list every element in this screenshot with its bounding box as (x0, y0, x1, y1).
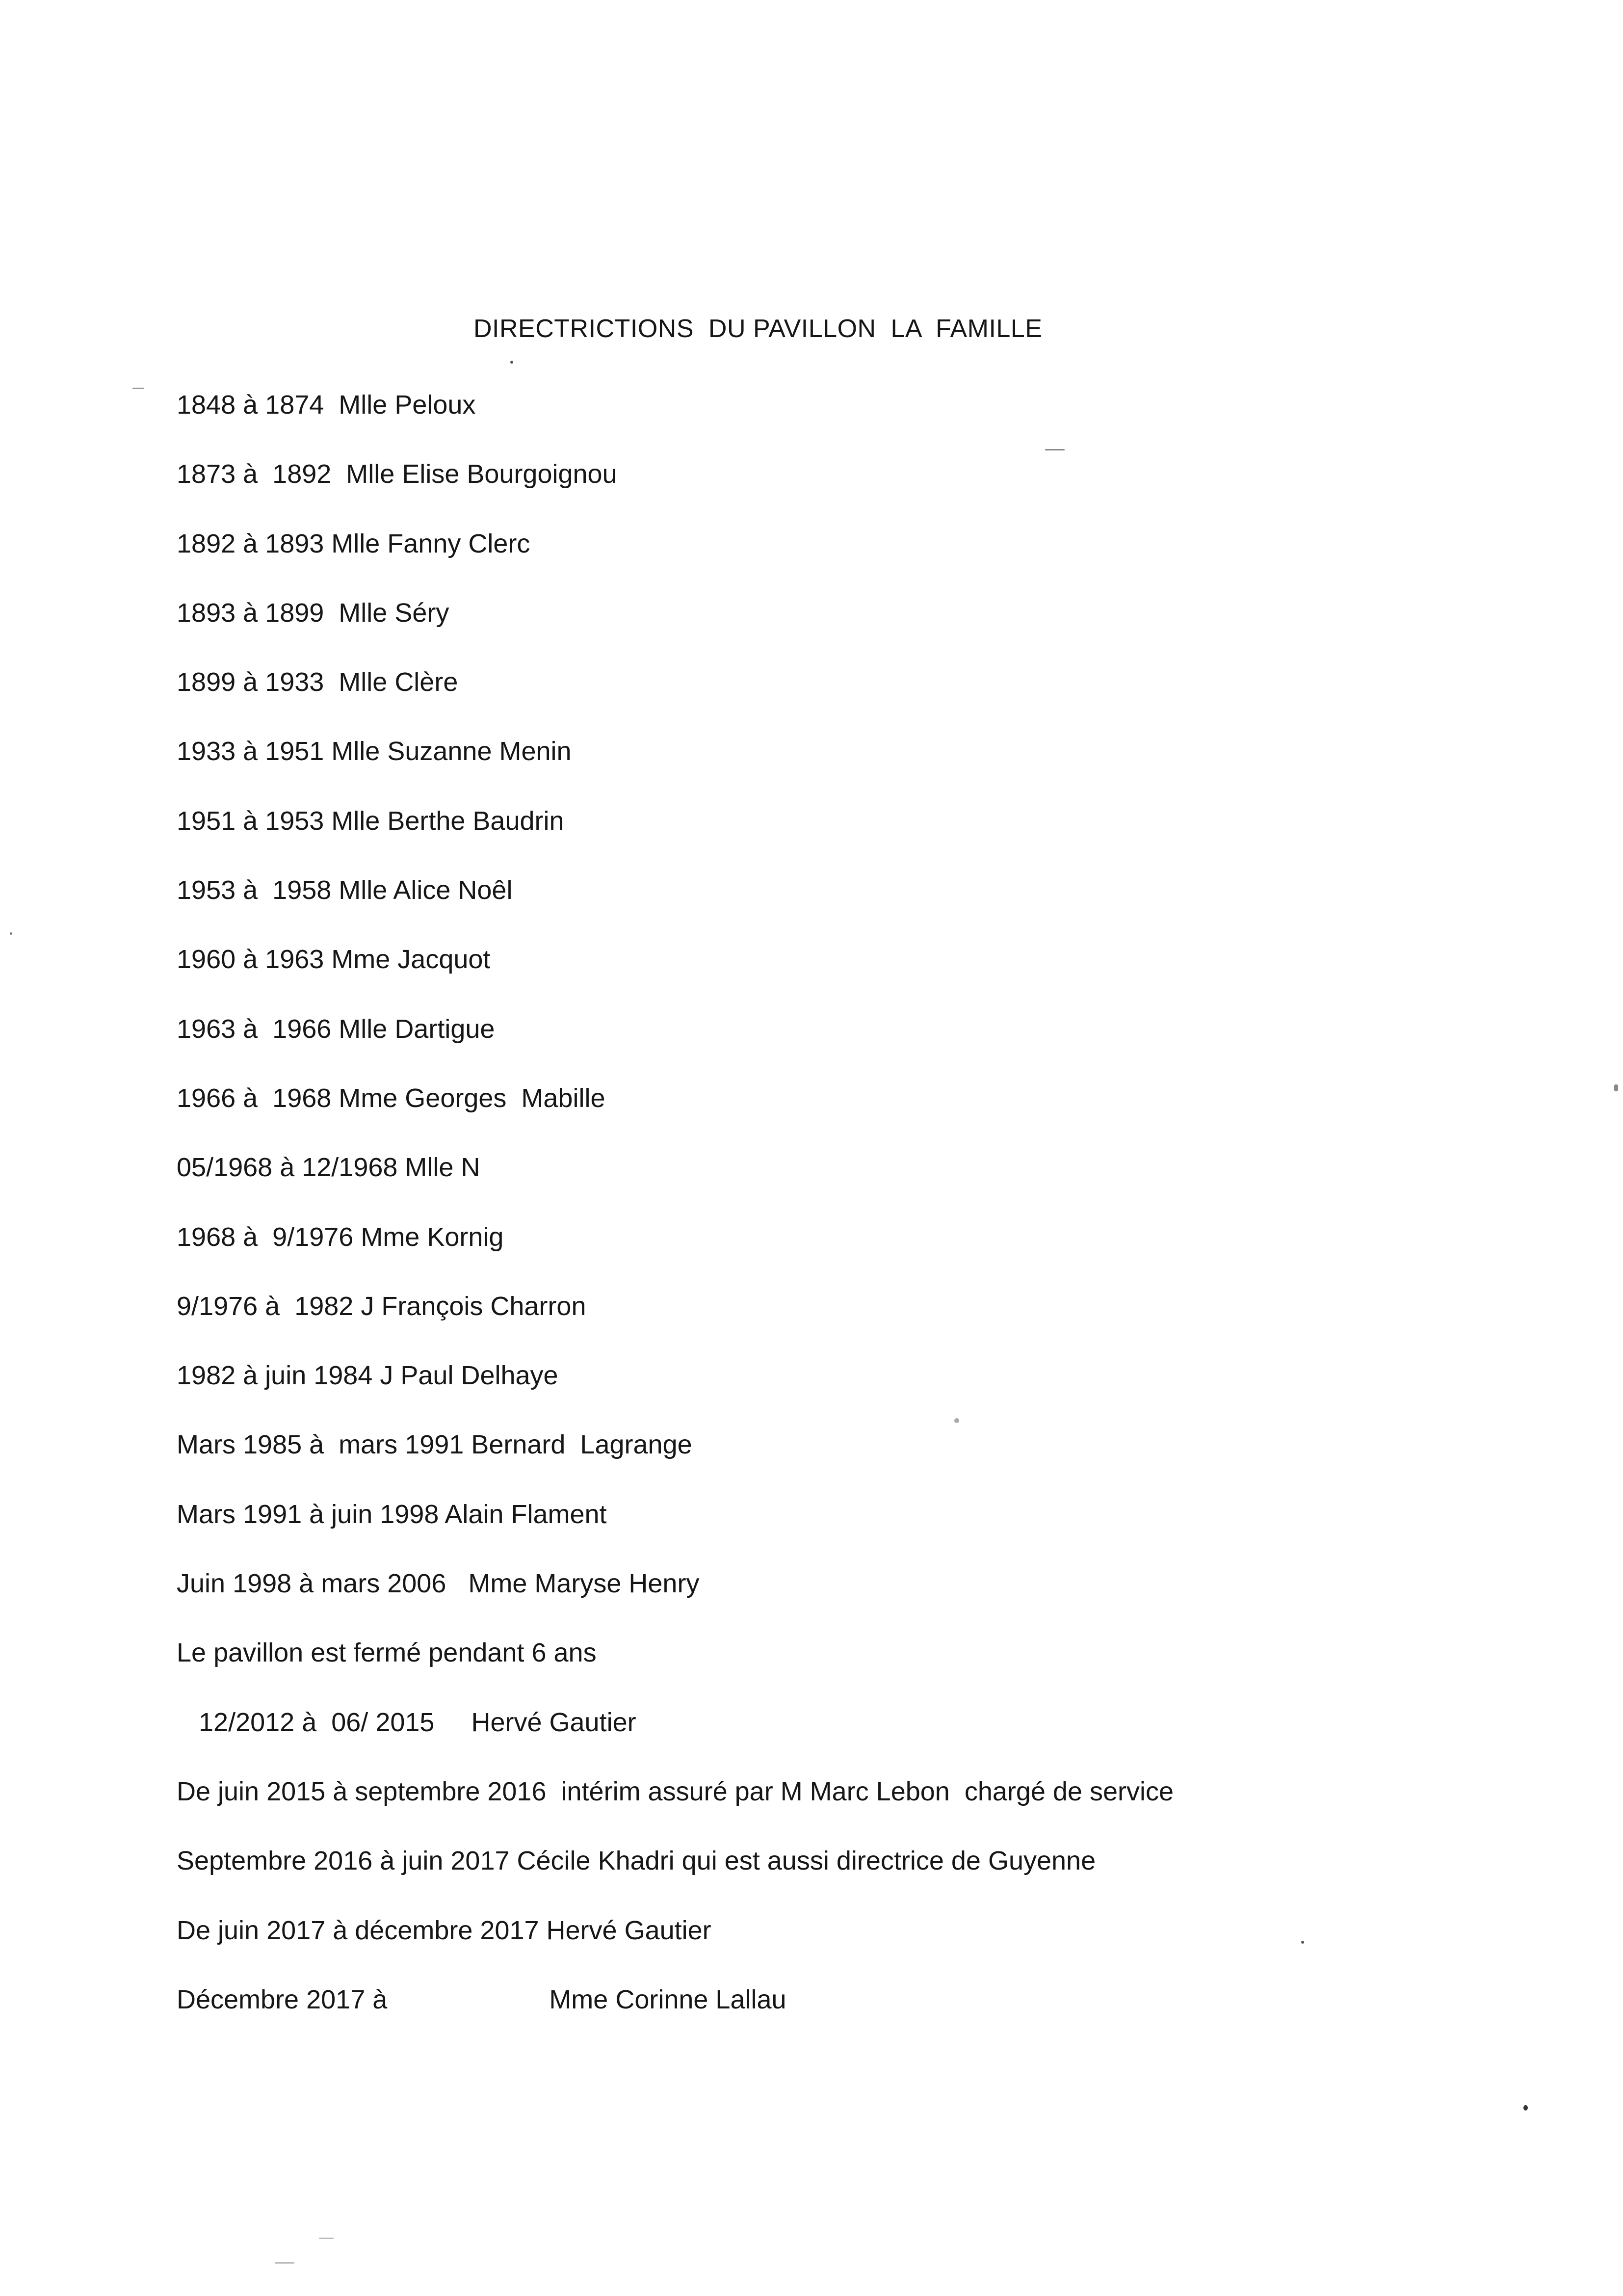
list-item: Juin 1998 à mars 2006 Mme Maryse Henry (177, 1569, 700, 1599)
scan-speck (1614, 1084, 1618, 1091)
list-item: 1982 à juin 1984 J Paul Delhaye (177, 1361, 558, 1391)
list-item: Septembre 2016 à juin 2017 Cécile Khadri qui est aussi directrice de Guyenne (177, 1846, 1096, 1876)
list-item: 1960 à 1963 Mme Jacquot (177, 945, 491, 975)
list-item: Mars 1991 à juin 1998 Alain Flament (177, 1499, 607, 1529)
list-item: 12/2012 à 06/ 2015 Hervé Gautier (177, 1707, 636, 1737)
list-item: 1848 à 1874 Mlle Peloux (177, 390, 476, 420)
scan-speck (1045, 449, 1065, 450)
list-item: Décembre 2017 à Mme Corinne Lallau (177, 1984, 786, 2014)
scan-speck (275, 2262, 294, 2264)
scan-speck (132, 388, 144, 389)
list-item: De juin 2015 à septembre 2016 intérim assuré par M Marc Lebon chargé de service (177, 1776, 1174, 1806)
directors-list (177, 388, 1174, 2052)
scan-speck (1301, 1941, 1304, 1944)
list-item: 1968 à 9/1976 Mme Kornig (177, 1222, 504, 1252)
document-title: DIRECTRICTIONS DU PAVILLON LA FAMILLE (473, 315, 1043, 343)
list-item: 1953 à 1958 Mlle Alice Noêl (177, 875, 513, 905)
scan-speck (1523, 2105, 1528, 2111)
list-item: 1893 à 1899 Mlle Séry (177, 598, 449, 628)
list-item: 1892 à 1893 Mlle Fanny Clerc (177, 528, 530, 558)
list-item: 1899 à 1933 Mlle Clère (177, 667, 458, 697)
list-item: Mars 1985 à mars 1991 Bernard Lagrange (177, 1430, 692, 1460)
scan-speck (954, 1418, 959, 1423)
scan-speck (10, 932, 12, 935)
list-item: 1963 à 1966 Mlle Dartigue (177, 1014, 495, 1044)
list-item: 1951 à 1953 Mlle Berthe Baudrin (177, 806, 564, 836)
scan-speck (510, 361, 513, 364)
scan-speck (319, 2238, 334, 2239)
list-item: 1933 à 1951 Mlle Suzanne Menin (177, 737, 572, 766)
list-item: 9/1976 à 1982 J François Charron (177, 1291, 586, 1321)
list-item: 05/1968 à 12/1968 Mlle N (177, 1153, 480, 1183)
list-item: 1966 à 1968 Mme Georges Mabille (177, 1083, 605, 1113)
list-item: 1873 à 1892 Mlle Elise Bourgoignou (177, 459, 617, 489)
list-item: De juin 2017 à décembre 2017 Hervé Gautier (177, 1915, 711, 1945)
list-item: Le pavillon est fermé pendant 6 ans (177, 1638, 597, 1668)
